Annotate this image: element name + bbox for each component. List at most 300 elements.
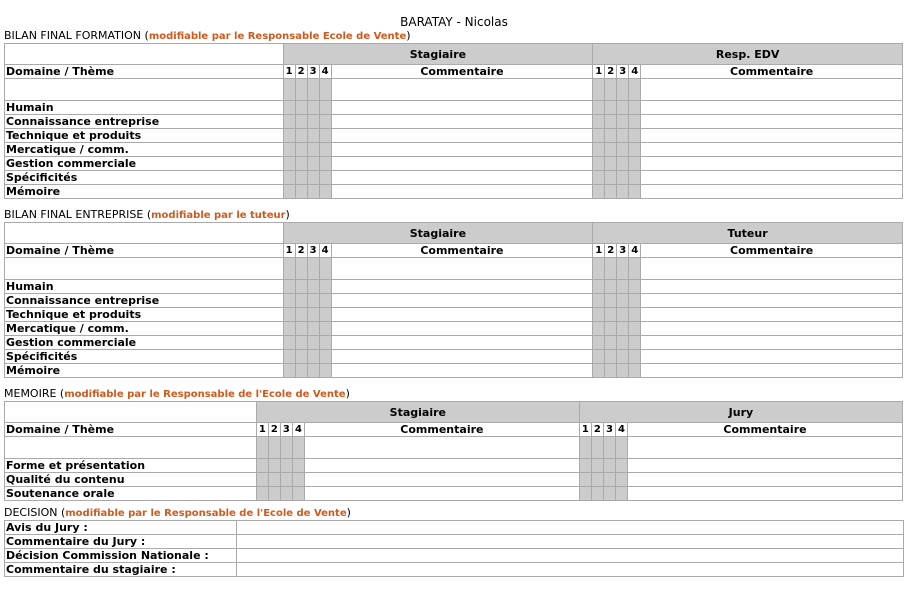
score-cell — [593, 258, 605, 280]
score-cell — [295, 157, 307, 171]
score-cell — [629, 157, 641, 171]
score-cell — [319, 258, 331, 280]
comment-cell — [331, 157, 593, 171]
score-header: 4 — [292, 423, 304, 437]
score-cell — [629, 308, 641, 322]
evaluation-table-entreprise — [4, 222, 903, 378]
comment-cell — [331, 336, 593, 350]
score-cell — [283, 280, 295, 294]
domain-header: Domaine / Thème — [5, 65, 284, 79]
score-cell — [319, 364, 331, 378]
score-cell — [268, 473, 280, 487]
section-title-text: DECISION — [4, 506, 58, 519]
score-cell — [256, 487, 268, 501]
column-group-header: Tuteur — [593, 223, 903, 244]
page-title: BARATAY - Nicolas — [400, 15, 508, 29]
score-cell — [307, 350, 319, 364]
section-title-text: BILAN FINAL ENTREPRISE — [4, 208, 144, 221]
score-cell — [579, 473, 591, 487]
score-cell — [629, 171, 641, 185]
table-row — [5, 459, 903, 473]
comment-cell — [331, 294, 593, 308]
score-cell — [319, 115, 331, 129]
score-cell — [307, 143, 319, 157]
score-cell — [591, 473, 603, 487]
score-header: 3 — [603, 423, 615, 437]
score-cell — [593, 157, 605, 171]
score-cell — [319, 336, 331, 350]
score-cell — [307, 336, 319, 350]
domain-label: Humain — [5, 280, 284, 294]
table-row — [5, 280, 903, 294]
section-note: modifiable par le Responsable de l'Ecole de Vente — [64, 389, 346, 400]
score-header: 2 — [605, 244, 617, 258]
score-cell — [629, 350, 641, 364]
score-cell — [283, 185, 295, 199]
subheader-row — [5, 423, 903, 437]
score-cell — [629, 129, 641, 143]
decision-row — [5, 549, 904, 563]
column-group-header: Stagiaire — [283, 44, 593, 65]
score-cell — [605, 79, 617, 101]
decision-value — [237, 521, 904, 535]
score-cell — [268, 487, 280, 501]
score-cell — [295, 364, 307, 378]
comment-cell — [627, 437, 902, 459]
score-cell — [617, 171, 629, 185]
score-cell — [605, 336, 617, 350]
score-cell — [295, 294, 307, 308]
score-cell — [319, 171, 331, 185]
subheader-row — [5, 244, 903, 258]
comment-cell — [641, 79, 903, 101]
table-row — [5, 129, 903, 143]
score-cell — [283, 79, 295, 101]
comment-header: Commentaire — [641, 244, 903, 258]
header-spacer — [5, 44, 284, 65]
score-cell — [605, 143, 617, 157]
score-cell — [629, 115, 641, 129]
score-cell — [593, 308, 605, 322]
score-cell — [617, 308, 629, 322]
score-cell — [629, 280, 641, 294]
empty-cell — [5, 437, 257, 459]
table-row — [5, 487, 903, 501]
decision-label: Commentaire du Jury : — [5, 535, 237, 549]
score-cell — [617, 258, 629, 280]
domain-label: Technique et produits — [5, 308, 284, 322]
score-header: 3 — [280, 423, 292, 437]
section-title-text: BILAN FINAL FORMATION — [4, 29, 142, 42]
score-cell — [319, 101, 331, 115]
score-header: 1 — [593, 244, 605, 258]
score-cell — [319, 157, 331, 171]
score-cell — [319, 185, 331, 199]
decision-value — [237, 549, 904, 563]
comment-cell — [627, 487, 902, 501]
table-row — [5, 336, 903, 350]
score-cell — [283, 322, 295, 336]
score-cell — [295, 115, 307, 129]
score-cell — [319, 143, 331, 157]
column-group-header: Stagiaire — [283, 223, 593, 244]
score-cell — [605, 101, 617, 115]
comment-cell — [331, 258, 593, 280]
table-row — [5, 171, 903, 185]
score-cell — [629, 185, 641, 199]
table-row — [5, 115, 903, 129]
column-group-header: Jury — [579, 402, 902, 423]
score-cell — [617, 115, 629, 129]
score-cell — [283, 308, 295, 322]
comment-cell — [641, 280, 903, 294]
empty-cell — [5, 79, 284, 101]
comment-cell — [304, 459, 579, 473]
table-row — [5, 364, 903, 378]
score-cell — [605, 185, 617, 199]
score-cell — [617, 129, 629, 143]
score-cell — [295, 322, 307, 336]
score-cell — [593, 101, 605, 115]
score-cell — [295, 185, 307, 199]
score-cell — [295, 171, 307, 185]
score-cell — [579, 437, 591, 459]
decision-row — [5, 521, 904, 535]
score-cell — [283, 336, 295, 350]
comment-cell — [641, 308, 903, 322]
comment-cell — [641, 294, 903, 308]
domain-label: Technique et produits — [5, 129, 284, 143]
comment-cell — [331, 115, 593, 129]
comment-cell — [331, 101, 593, 115]
score-cell — [256, 437, 268, 459]
column-group-header: Resp. EDV — [593, 44, 903, 65]
table-row — [5, 473, 903, 487]
score-header: 4 — [629, 244, 641, 258]
score-cell — [615, 473, 627, 487]
comment-cell — [331, 79, 593, 101]
section-note: modifiable par le tuteur — [151, 210, 286, 221]
score-cell — [280, 437, 292, 459]
score-cell — [307, 280, 319, 294]
score-cell — [307, 258, 319, 280]
score-cell — [319, 129, 331, 143]
score-cell — [629, 101, 641, 115]
comment-cell — [641, 364, 903, 378]
score-cell — [292, 459, 304, 473]
score-cell — [256, 459, 268, 473]
decision-label: Commentaire du stagiaire : — [5, 563, 237, 577]
score-cell — [603, 473, 615, 487]
comment-cell — [331, 185, 593, 199]
score-header: 4 — [319, 244, 331, 258]
score-cell — [280, 487, 292, 501]
score-cell — [629, 294, 641, 308]
header-spacer — [5, 402, 257, 423]
score-cell — [307, 115, 319, 129]
score-header: 2 — [268, 423, 280, 437]
decision-label: Décision Commission Nationale : — [5, 549, 237, 563]
score-header: 4 — [319, 65, 331, 79]
score-cell — [629, 258, 641, 280]
domain-label: Forme et présentation — [5, 459, 257, 473]
score-cell — [283, 115, 295, 129]
score-cell — [295, 308, 307, 322]
score-cell — [629, 79, 641, 101]
decision-value — [237, 535, 904, 549]
comment-header: Commentaire — [627, 423, 902, 437]
score-cell — [617, 101, 629, 115]
score-header: 1 — [283, 65, 295, 79]
score-header: 3 — [617, 65, 629, 79]
score-cell — [295, 143, 307, 157]
header-row — [5, 223, 903, 244]
score-cell — [593, 350, 605, 364]
domain-label: Spécificités — [5, 350, 284, 364]
score-cell — [605, 115, 617, 129]
score-cell — [605, 364, 617, 378]
score-cell — [280, 459, 292, 473]
score-cell — [307, 185, 319, 199]
score-header: 2 — [295, 65, 307, 79]
domain-header: Domaine / Thème — [5, 244, 284, 258]
score-cell — [617, 294, 629, 308]
score-cell — [295, 350, 307, 364]
domain-label: Gestion commerciale — [5, 157, 284, 171]
domain-label: Mercatique / comm. — [5, 322, 284, 336]
section-title-decision: DECISION (modifiable par le Responsable de l'Ecole de Vente) — [4, 506, 351, 519]
domain-label: Spécificités — [5, 171, 284, 185]
comment-cell — [641, 143, 903, 157]
score-cell — [593, 280, 605, 294]
score-cell — [593, 143, 605, 157]
decision-value — [237, 563, 904, 577]
score-cell — [319, 350, 331, 364]
decision-label: Avis du Jury : — [5, 521, 237, 535]
comment-cell — [331, 350, 593, 364]
score-cell — [617, 79, 629, 101]
comment-cell — [304, 487, 579, 501]
section-title-formation: BILAN FINAL FORMATION (modifiable par le Responsable Ecole de Vente) — [4, 29, 411, 42]
comment-cell — [641, 101, 903, 115]
section-title-memoire: MEMOIRE (modifiable par le Responsable de l'Ecole de Vente) — [4, 387, 350, 400]
section-note: modifiable par le Responsable Ecole de Vente — [148, 31, 407, 42]
comment-cell — [304, 473, 579, 487]
domain-label: Mémoire — [5, 185, 284, 199]
domain-label: Mercatique / comm. — [5, 143, 284, 157]
domain-label: Humain — [5, 101, 284, 115]
table-row — [5, 308, 903, 322]
score-cell — [295, 129, 307, 143]
score-cell — [615, 459, 627, 473]
score-cell — [629, 322, 641, 336]
score-cell — [579, 487, 591, 501]
comment-header: Commentaire — [641, 65, 903, 79]
table-row — [5, 143, 903, 157]
score-cell — [617, 185, 629, 199]
comment-cell — [641, 157, 903, 171]
score-cell — [593, 336, 605, 350]
score-cell — [283, 364, 295, 378]
score-cell — [593, 322, 605, 336]
domain-label: Connaissance entreprise — [5, 294, 284, 308]
subheader-row — [5, 65, 903, 79]
score-cell — [603, 437, 615, 459]
score-cell — [593, 79, 605, 101]
table-row — [5, 157, 903, 171]
decision-row — [5, 535, 904, 549]
score-cell — [629, 143, 641, 157]
score-cell — [593, 294, 605, 308]
comment-cell — [641, 129, 903, 143]
score-cell — [283, 143, 295, 157]
score-header: 1 — [283, 244, 295, 258]
comment-header: Commentaire — [304, 423, 579, 437]
score-cell — [617, 157, 629, 171]
score-cell — [579, 459, 591, 473]
score-cell — [605, 258, 617, 280]
score-header: 3 — [617, 244, 629, 258]
score-cell — [605, 129, 617, 143]
score-cell — [605, 350, 617, 364]
comment-cell — [331, 129, 593, 143]
score-cell — [268, 459, 280, 473]
column-group-header: Stagiaire — [256, 402, 579, 423]
score-cell — [307, 129, 319, 143]
comment-cell — [641, 115, 903, 129]
comment-cell — [331, 322, 593, 336]
comment-cell — [641, 336, 903, 350]
section-note: modifiable par le Responsable de l'Ecole de Vente — [65, 508, 347, 519]
score-cell — [307, 79, 319, 101]
comment-cell — [331, 143, 593, 157]
comment-cell — [331, 308, 593, 322]
header-spacer — [5, 223, 284, 244]
domain-label: Mémoire — [5, 364, 284, 378]
domain-label: Gestion commerciale — [5, 336, 284, 350]
score-cell — [617, 143, 629, 157]
score-cell — [617, 336, 629, 350]
score-cell — [283, 171, 295, 185]
score-cell — [256, 473, 268, 487]
score-header: 3 — [307, 65, 319, 79]
table-row — [5, 350, 903, 364]
score-cell — [591, 459, 603, 473]
score-cell — [319, 79, 331, 101]
score-cell — [617, 364, 629, 378]
score-cell — [593, 185, 605, 199]
score-cell — [307, 364, 319, 378]
comment-cell — [627, 473, 902, 487]
spacer-row — [5, 79, 903, 101]
score-cell — [283, 129, 295, 143]
score-cell — [295, 79, 307, 101]
score-cell — [292, 437, 304, 459]
score-cell — [605, 294, 617, 308]
score-cell — [617, 322, 629, 336]
score-cell — [593, 129, 605, 143]
score-cell — [307, 322, 319, 336]
score-cell — [319, 294, 331, 308]
score-header: 2 — [591, 423, 603, 437]
score-header: 1 — [579, 423, 591, 437]
domain-header: Domaine / Thème — [5, 423, 257, 437]
score-cell — [283, 350, 295, 364]
table-row — [5, 322, 903, 336]
score-cell — [283, 101, 295, 115]
score-cell — [593, 171, 605, 185]
domain-label: Soutenance orale — [5, 487, 257, 501]
decision-table — [4, 520, 904, 577]
domain-label: Qualité du contenu — [5, 473, 257, 487]
score-cell — [605, 308, 617, 322]
score-cell — [605, 171, 617, 185]
score-cell — [605, 157, 617, 171]
comment-cell — [627, 459, 902, 473]
score-cell — [295, 336, 307, 350]
header-row — [5, 44, 903, 65]
score-cell — [307, 101, 319, 115]
score-cell — [593, 364, 605, 378]
score-cell — [615, 437, 627, 459]
score-cell — [283, 258, 295, 280]
comment-cell — [641, 350, 903, 364]
score-cell — [603, 487, 615, 501]
comment-cell — [641, 322, 903, 336]
spacer-row — [5, 437, 903, 459]
score-cell — [295, 101, 307, 115]
table-row — [5, 294, 903, 308]
score-cell — [283, 157, 295, 171]
comment-header: Commentaire — [331, 244, 593, 258]
empty-cell — [5, 258, 284, 280]
decision-row — [5, 563, 904, 577]
table-row — [5, 101, 903, 115]
score-header: 1 — [256, 423, 268, 437]
score-cell — [605, 322, 617, 336]
score-cell — [292, 473, 304, 487]
score-header: 4 — [615, 423, 627, 437]
score-cell — [617, 280, 629, 294]
score-cell — [629, 364, 641, 378]
evaluation-table-memoire — [4, 401, 903, 501]
score-cell — [295, 280, 307, 294]
score-cell — [307, 294, 319, 308]
score-cell — [280, 473, 292, 487]
score-cell — [591, 437, 603, 459]
comment-cell — [331, 171, 593, 185]
comment-cell — [331, 280, 593, 294]
score-header: 4 — [629, 65, 641, 79]
score-cell — [593, 115, 605, 129]
score-cell — [591, 487, 603, 501]
score-header: 2 — [295, 244, 307, 258]
score-cell — [307, 171, 319, 185]
domain-label: Connaissance entreprise — [5, 115, 284, 129]
comment-cell — [304, 437, 579, 459]
score-cell — [319, 322, 331, 336]
comment-cell — [331, 364, 593, 378]
comment-cell — [641, 258, 903, 280]
score-cell — [617, 350, 629, 364]
score-cell — [307, 157, 319, 171]
score-cell — [629, 336, 641, 350]
evaluation-table-formation — [4, 43, 903, 199]
spacer-row — [5, 258, 903, 280]
section-title-entreprise: BILAN FINAL ENTREPRISE (modifiable par le tuteur) — [4, 208, 290, 221]
score-header: 3 — [307, 244, 319, 258]
score-cell — [319, 280, 331, 294]
